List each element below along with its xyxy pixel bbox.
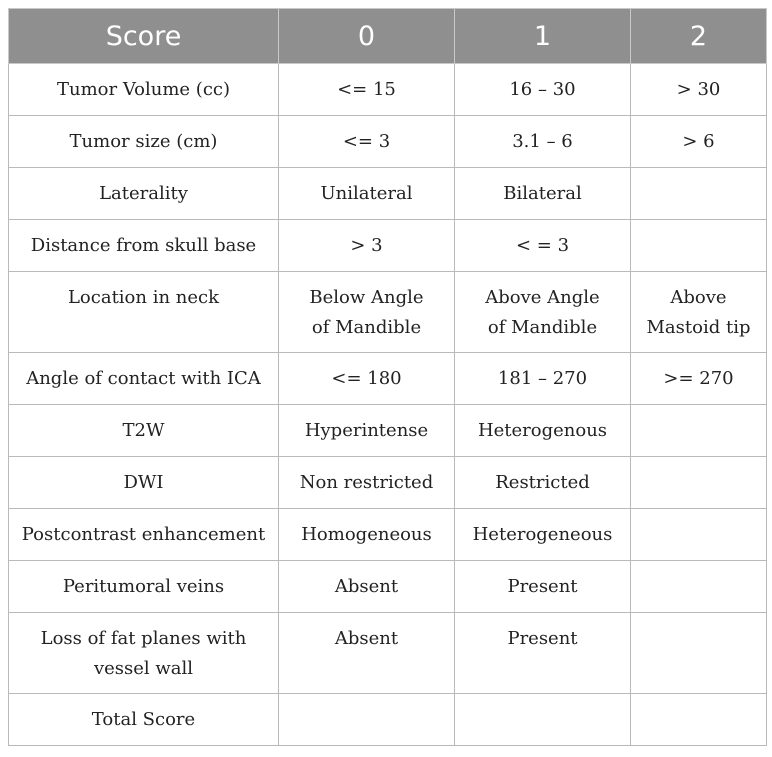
score-table	[8, 8, 767, 746]
table-row	[9, 613, 767, 694]
row-label: Loss of fat planes with vessel wall	[9, 613, 279, 694]
score-1-cell	[455, 694, 631, 746]
score-1-cell: Present	[455, 561, 631, 613]
score-2-cell	[631, 457, 767, 509]
score-0-cell: <= 3	[279, 116, 455, 168]
row-label: Distance from skull base	[9, 220, 279, 272]
header-score-1: 1	[455, 9, 631, 64]
table-row	[9, 116, 767, 168]
table-row	[9, 561, 767, 613]
score-2-cell: > 6	[631, 116, 767, 168]
score-2-cell: > 30	[631, 64, 767, 116]
row-label: DWI	[9, 457, 279, 509]
header-score-0: 0	[279, 9, 455, 64]
score-2-cell	[631, 694, 767, 746]
row-label: Postcontrast enhancement	[9, 509, 279, 561]
table-row	[9, 168, 767, 220]
score-2-cell: >= 270	[631, 353, 767, 405]
score-1-cell: 3.1 – 6	[455, 116, 631, 168]
row-label: Tumor Volume (cc)	[9, 64, 279, 116]
header-score-2: 2	[631, 9, 767, 64]
score-0-cell: Homogeneous	[279, 509, 455, 561]
score-1-cell: Restricted	[455, 457, 631, 509]
score-1-cell: Heterogeneous	[455, 509, 631, 561]
score-2-cell	[631, 168, 767, 220]
table-row	[9, 64, 767, 116]
score-0-cell: Absent	[279, 561, 455, 613]
table-row	[9, 353, 767, 405]
row-label: Total Score	[9, 694, 279, 746]
table-row	[9, 694, 767, 746]
row-label: Angle of contact with ICA	[9, 353, 279, 405]
score-0-cell: Hyperintense	[279, 405, 455, 457]
score-0-cell	[279, 694, 455, 746]
row-label: Location in neck	[9, 272, 279, 353]
score-2-cell: Above Mastoid tip	[631, 272, 767, 353]
score-1-cell: 16 – 30	[455, 64, 631, 116]
score-2-cell	[631, 613, 767, 694]
score-2-cell	[631, 405, 767, 457]
row-label: T2W	[9, 405, 279, 457]
header-score: Score	[9, 9, 279, 64]
score-0-cell: <= 15	[279, 64, 455, 116]
score-0-cell: Absent	[279, 613, 455, 694]
row-label: Laterality	[9, 168, 279, 220]
score-1-cell: Heterogenous	[455, 405, 631, 457]
row-label: Peritumoral veins	[9, 561, 279, 613]
table-header-row	[9, 9, 767, 64]
table-row	[9, 509, 767, 561]
score-2-cell	[631, 509, 767, 561]
table-row	[9, 457, 767, 509]
score-0-cell: > 3	[279, 220, 455, 272]
score-1-cell: Above Angle of Mandible	[455, 272, 631, 353]
score-0-cell: Unilateral	[279, 168, 455, 220]
score-2-cell	[631, 220, 767, 272]
row-label: Tumor size (cm)	[9, 116, 279, 168]
score-1-cell: Present	[455, 613, 631, 694]
score-1-cell: < = 3	[455, 220, 631, 272]
score-1-cell: 181 – 270	[455, 353, 631, 405]
score-0-cell: Below Angle of Mandible	[279, 272, 455, 353]
score-0-cell: <= 180	[279, 353, 455, 405]
table-row	[9, 220, 767, 272]
table-row	[9, 272, 767, 353]
table-row	[9, 405, 767, 457]
score-1-cell: Bilateral	[455, 168, 631, 220]
score-2-cell	[631, 561, 767, 613]
score-0-cell: Non restricted	[279, 457, 455, 509]
